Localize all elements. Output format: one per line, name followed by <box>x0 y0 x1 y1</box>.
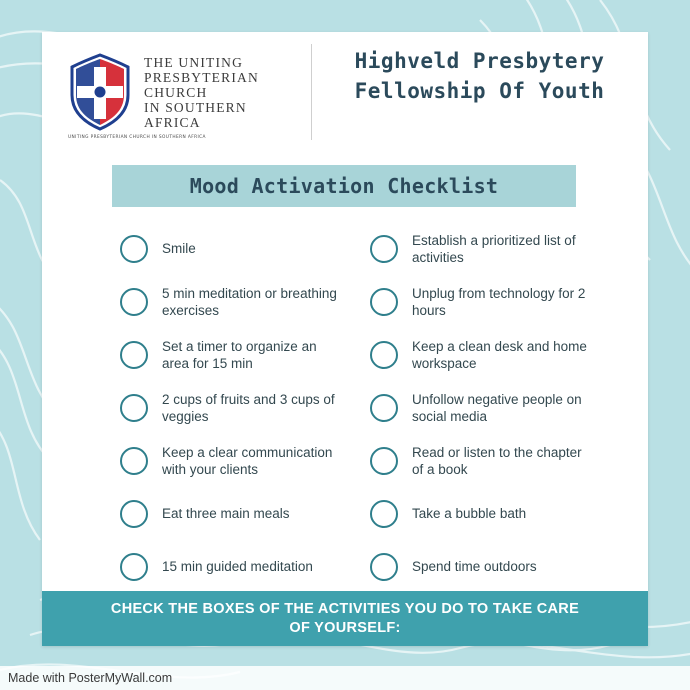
list-item-label: Keep a clear communication with your clients <box>162 444 333 477</box>
list-item[interactable] <box>370 487 648 540</box>
logo-line-2: PRESBYTERIAN <box>144 69 259 85</box>
checkbox-icon[interactable] <box>370 235 398 263</box>
checkbox-icon[interactable] <box>120 394 148 422</box>
checkbox-icon[interactable] <box>120 447 148 475</box>
list-item[interactable] <box>120 222 345 275</box>
list-item[interactable] <box>120 487 345 540</box>
checklist-column-left <box>42 222 345 593</box>
watermark-text: Made with PosterMyWall.com <box>8 671 173 685</box>
list-item[interactable] <box>120 434 345 487</box>
checkbox-icon[interactable] <box>370 500 398 528</box>
checkbox-icon[interactable] <box>370 447 398 475</box>
church-logo <box>66 44 312 140</box>
checkbox-icon[interactable] <box>370 288 398 316</box>
checklist-banner <box>112 165 576 207</box>
list-item-label: Spend time outdoors <box>412 559 537 574</box>
checklist <box>42 222 648 593</box>
list-item-label: Set a timer to organize an area for 15 min <box>162 338 317 371</box>
list-item-label: Establish a prioritized list of activities <box>412 232 576 265</box>
checkbox-icon[interactable] <box>120 553 148 581</box>
logo-line-4: IN SOUTHERN <box>144 99 247 115</box>
checkbox-icon[interactable] <box>370 341 398 369</box>
page-title <box>327 46 632 106</box>
logo-line-3: CHURCH <box>144 84 208 100</box>
list-item[interactable] <box>120 328 345 381</box>
list-item-label: Smile <box>162 241 196 256</box>
list-item[interactable] <box>120 381 345 434</box>
list-item-label: 5 min meditation or breathing exercises <box>162 285 337 318</box>
title-line-1: Highveld Presbytery <box>354 49 605 73</box>
list-item[interactable] <box>370 540 648 593</box>
checkbox-icon[interactable] <box>370 553 398 581</box>
list-item-label: Unfollow negative people on social media <box>412 391 582 424</box>
list-item-label: Keep a clean desk and home workspace <box>412 338 587 371</box>
list-item[interactable] <box>120 275 345 328</box>
logo-line-5: AFRICA <box>144 114 201 130</box>
list-item-label: Unplug from technology for 2 hours <box>412 285 586 318</box>
list-item[interactable] <box>370 381 648 434</box>
poster-header <box>42 32 648 140</box>
list-item-label: Take a bubble bath <box>412 506 527 521</box>
list-item[interactable] <box>120 540 345 593</box>
poster-card <box>42 32 648 646</box>
list-item-label: Eat three main meals <box>162 506 290 521</box>
footer-banner <box>42 591 648 646</box>
checkbox-icon[interactable] <box>120 500 148 528</box>
checkbox-icon[interactable] <box>370 394 398 422</box>
banner-title: Mood Activation Checklist <box>189 174 499 198</box>
checkbox-icon[interactable] <box>120 341 148 369</box>
logo-wordmark <box>144 55 259 130</box>
logo-caption: UNITING PRESBYTERIAN CHURCH IN SOUTHERN AFRICA <box>68 135 206 140</box>
logo-line-1: THE UNITING <box>144 54 244 70</box>
footer-text: CHECK THE BOXES OF THE ACTIVITIES YOU DO TO TAKE CARE OF YOURSELF: <box>110 600 580 636</box>
checklist-column-right <box>345 222 648 593</box>
title-line-2: Fellowship Of Youth <box>354 79 605 103</box>
list-item[interactable] <box>370 434 648 487</box>
checkbox-icon[interactable] <box>120 235 148 263</box>
list-item-label: 15 min guided meditation <box>162 559 313 574</box>
list-item[interactable] <box>370 275 648 328</box>
list-item[interactable] <box>370 328 648 381</box>
list-item-label: 2 cups of fruits and 3 cups of veggies <box>162 391 335 424</box>
checkbox-icon[interactable] <box>120 288 148 316</box>
watermark-bar <box>0 666 690 690</box>
list-item[interactable] <box>370 222 648 275</box>
list-item-label: Read or listen to the chapter of a book <box>412 444 582 477</box>
